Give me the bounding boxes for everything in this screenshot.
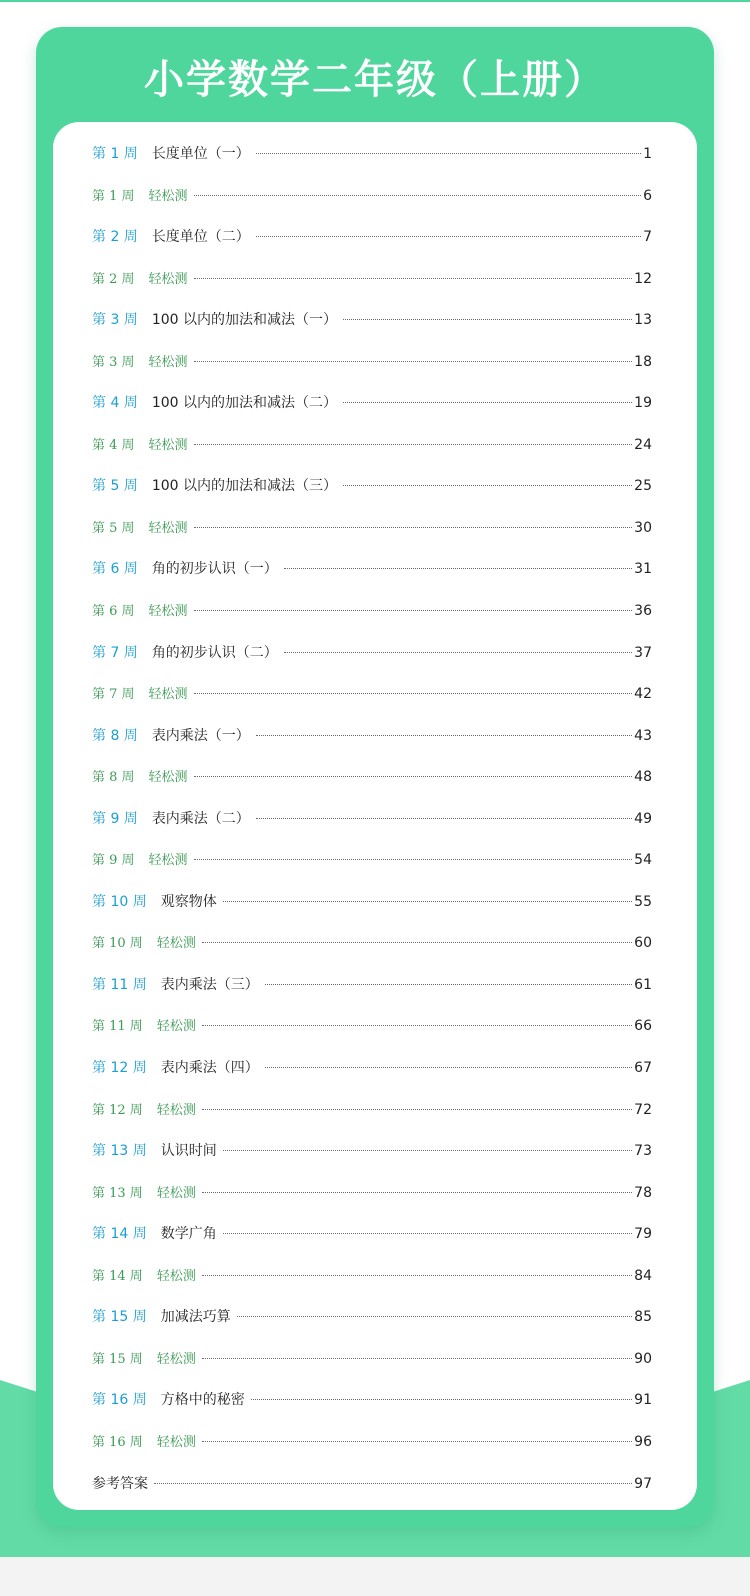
toc-test-entry[interactable] [92, 1256, 652, 1298]
toc-page-number: 24 [634, 436, 652, 453]
toc-entry-title: 角的初步认识（二） [151, 644, 278, 661]
toc-page-number: 78 [634, 1184, 652, 1201]
toc-week-label: 第 6 周 [92, 561, 138, 578]
dot-leader [284, 568, 632, 569]
dot-leader [223, 901, 632, 902]
toc-entry-title: 长度单位（二） [151, 229, 250, 246]
dot-leader [223, 1150, 632, 1151]
toc-week-label: 第 14 周 [92, 1268, 143, 1284]
dot-leader [202, 1441, 632, 1442]
toc-entry-title: 轻松测 [156, 1185, 196, 1201]
toc-week-label: 第 6 周 [92, 604, 135, 620]
dot-leader [237, 1316, 632, 1317]
dot-leader [194, 527, 633, 528]
toc-chapter-entry[interactable] [92, 799, 652, 841]
dot-leader [194, 610, 633, 611]
dot-leader [256, 236, 641, 237]
toc-page-number: 43 [634, 727, 652, 744]
toc-entry-title: 轻松测 [148, 437, 188, 453]
toc-page-number: 96 [634, 1433, 652, 1450]
toc-week-label: 第 2 周 [92, 271, 135, 287]
toc-chapter-entry[interactable] [92, 217, 652, 259]
toc-page-number: 36 [634, 603, 652, 620]
toc-entry-title: 表内乘法（四） [160, 1060, 259, 1077]
toc-entry-title: 轻松测 [148, 687, 188, 703]
toc-entry-title: 100 以内的加法和减法（三） [151, 478, 337, 495]
toc-entry-title: 轻松测 [148, 853, 188, 869]
toc-entry-title: 轻松测 [156, 1268, 196, 1284]
toc-test-entry[interactable] [92, 923, 652, 965]
toc-week-label: 第 16 周 [92, 1392, 147, 1409]
table-of-contents [92, 134, 652, 1505]
toc-chapter-entry[interactable] [92, 1380, 652, 1422]
toc-week-label: 第 15 周 [92, 1351, 143, 1367]
toc-page-number: 91 [634, 1392, 652, 1409]
dot-leader [202, 1275, 632, 1276]
dot-leader [256, 153, 641, 154]
toc-test-entry[interactable] [92, 1173, 652, 1215]
toc-week-label: 第 8 周 [92, 770, 135, 786]
toc-entry-title: 轻松测 [148, 770, 188, 786]
toc-entry-title: 观察物体 [160, 893, 217, 910]
toc-page-number: 73 [634, 1143, 652, 1160]
toc-page-number: 25 [634, 478, 652, 495]
toc-week-label: 第 1 周 [92, 146, 138, 162]
toc-chapter-entry[interactable] [92, 1131, 652, 1173]
toc-page-number: 7 [643, 229, 652, 246]
toc-entry-title: 轻松测 [148, 604, 188, 620]
dot-leader [223, 1233, 632, 1234]
toc-entry-title: 表内乘法（一） [151, 727, 250, 744]
toc-week-label: 第 10 周 [92, 893, 147, 910]
toc-page-number: 12 [634, 270, 652, 287]
toc-entry-title: 轻松测 [156, 1351, 196, 1367]
toc-page-number: 48 [634, 769, 652, 786]
toc-entry-title: 轻松测 [148, 354, 188, 370]
toc-test-entry[interactable] [92, 1006, 652, 1048]
toc-week-label: 第 9 周 [92, 810, 138, 827]
toc-week-label: 第 3 周 [92, 354, 135, 370]
toc-test-entry[interactable] [92, 342, 652, 384]
dot-leader [194, 444, 633, 445]
dot-leader [194, 859, 633, 860]
toc-page-number: 61 [634, 976, 652, 993]
toc-entry-title: 认识时间 [160, 1143, 217, 1160]
toc-week-label: 第 4 周 [92, 437, 135, 453]
toc-page-number: 13 [634, 312, 652, 329]
dot-leader [202, 1192, 632, 1193]
toc-entry-title: 轻松测 [148, 271, 188, 287]
toc-chapter-entry[interactable] [92, 1214, 652, 1256]
dot-leader [202, 1358, 632, 1359]
toc-entry-title: 长度单位（一） [151, 146, 250, 162]
toc-page-number: 60 [634, 935, 652, 952]
toc-page-number: 1 [643, 146, 652, 162]
toc-test-entry[interactable] [92, 259, 652, 301]
dot-leader [251, 1399, 632, 1400]
dot-leader [343, 319, 632, 320]
dot-leader [202, 942, 632, 943]
toc-test-entry[interactable] [92, 1339, 652, 1381]
toc-page-number: 55 [634, 893, 652, 910]
toc-chapter-entry[interactable] [92, 633, 652, 675]
toc-chapter-entry[interactable] [92, 716, 652, 758]
toc-week-label: 第 7 周 [92, 687, 135, 703]
dot-leader [194, 693, 633, 694]
toc-page-number: 19 [634, 395, 652, 412]
toc-test-entry[interactable] [92, 176, 652, 218]
toc-week-label: 第 16 周 [92, 1434, 143, 1450]
toc-entry-title: 加减法巧算 [160, 1309, 231, 1326]
toc-page-number: 90 [634, 1350, 652, 1367]
top-divider [0, 0, 750, 2]
toc-chapter-entry[interactable] [92, 882, 652, 924]
toc-chapter-entry[interactable] [92, 300, 652, 342]
toc-chapter-entry[interactable] [92, 1048, 652, 1090]
toc-page-number: 72 [634, 1101, 652, 1118]
toc-test-entry[interactable] [92, 840, 652, 882]
toc-page-number: 37 [634, 644, 652, 661]
toc-week-label: 第 12 周 [92, 1060, 147, 1077]
dot-leader [194, 195, 642, 196]
toc-entry-title: 轻松测 [148, 188, 188, 204]
bottom-band [0, 1557, 750, 1596]
toc-week-label: 第 13 周 [92, 1185, 143, 1201]
toc-entry-title: 轻松测 [156, 936, 196, 952]
toc-test-entry[interactable] [92, 425, 652, 467]
dot-leader [202, 1109, 632, 1110]
toc-test-entry[interactable] [92, 674, 652, 716]
toc-entry-title: 100 以内的加法和减法（一） [151, 312, 337, 329]
toc-chapter-entry[interactable] [92, 965, 652, 1007]
toc-week-label: 第 5 周 [92, 520, 135, 536]
dot-leader [265, 984, 632, 985]
toc-page-number: 67 [634, 1060, 652, 1077]
toc-chapter-entry[interactable] [92, 549, 652, 591]
toc-week-label: 第 1 周 [92, 188, 135, 204]
toc-week-label: 第 11 周 [92, 1019, 143, 1035]
toc-week-label: 第 12 周 [92, 1102, 143, 1118]
toc-week-label: 第 15 周 [92, 1309, 147, 1326]
toc-page-number: 54 [634, 852, 652, 869]
dot-leader [194, 361, 633, 362]
toc-week-label: 第 13 周 [92, 1143, 147, 1160]
toc-page-number: 30 [634, 519, 652, 536]
toc-entry-title: 轻松测 [156, 1019, 196, 1035]
toc-chapter-entry[interactable] [92, 1297, 652, 1339]
toc-page-number: 85 [634, 1309, 652, 1326]
toc-page-number: 31 [634, 561, 652, 578]
toc-entry-title: 轻松测 [156, 1434, 196, 1450]
toc-chapter-entry[interactable] [92, 134, 652, 176]
toc-entry-title: 角的初步认识（一） [151, 561, 278, 578]
toc-chapter-entry[interactable] [92, 466, 652, 508]
toc-entry-title: 轻松测 [148, 520, 188, 536]
toc-chapter-entry[interactable] [92, 383, 652, 425]
dot-leader [343, 485, 632, 486]
dot-leader [343, 402, 632, 403]
toc-week-label: 第 9 周 [92, 853, 135, 869]
toc-entry-title: 表内乘法（二） [151, 810, 250, 827]
toc-page-number: 42 [634, 686, 652, 703]
toc-test-entry[interactable] [92, 1090, 652, 1132]
page-title: 小学数学二年级（上册） [144, 57, 606, 103]
toc-page-number: 97 [634, 1475, 652, 1492]
dot-leader [256, 735, 632, 736]
toc-entry-title: 表内乘法（三） [160, 976, 259, 993]
toc-test-entry[interactable] [92, 591, 652, 633]
toc-week-label: 第 14 周 [92, 1226, 147, 1243]
dot-leader [202, 1025, 632, 1026]
dot-leader [194, 278, 633, 279]
dot-leader [154, 1483, 632, 1484]
toc-entry-title: 方格中的秘密 [160, 1392, 245, 1409]
toc-entry-title: 参考答案 [92, 1475, 148, 1492]
dot-leader [265, 1067, 632, 1068]
toc-answers-entry[interactable] [92, 1464, 652, 1506]
toc-week-label: 第 8 周 [92, 727, 138, 744]
toc-week-label: 第 7 周 [92, 644, 138, 661]
dot-leader [194, 776, 633, 777]
toc-page-number: 49 [634, 810, 652, 827]
toc-week-label: 第 2 周 [92, 229, 138, 246]
toc-page-number: 84 [634, 1267, 652, 1284]
toc-week-label: 第 5 周 [92, 478, 138, 495]
toc-entry-title: 轻松测 [156, 1102, 196, 1118]
dot-leader [256, 818, 632, 819]
toc-test-entry[interactable] [92, 508, 652, 550]
toc-week-label: 第 4 周 [92, 395, 138, 412]
toc-page-number: 6 [643, 187, 652, 204]
toc-test-entry[interactable] [92, 1422, 652, 1464]
toc-page-number: 18 [634, 353, 652, 370]
toc-week-label: 第 11 周 [92, 976, 147, 993]
dot-leader [284, 652, 632, 653]
toc-page-number: 66 [634, 1018, 652, 1035]
toc-entry-title: 数学广角 [160, 1226, 217, 1243]
toc-entry-title: 100 以内的加法和减法（二） [151, 395, 337, 412]
toc-week-label: 第 3 周 [92, 312, 138, 329]
toc-test-entry[interactable] [92, 757, 652, 799]
toc-week-label: 第 10 周 [92, 936, 143, 952]
toc-page-number: 79 [634, 1226, 652, 1243]
